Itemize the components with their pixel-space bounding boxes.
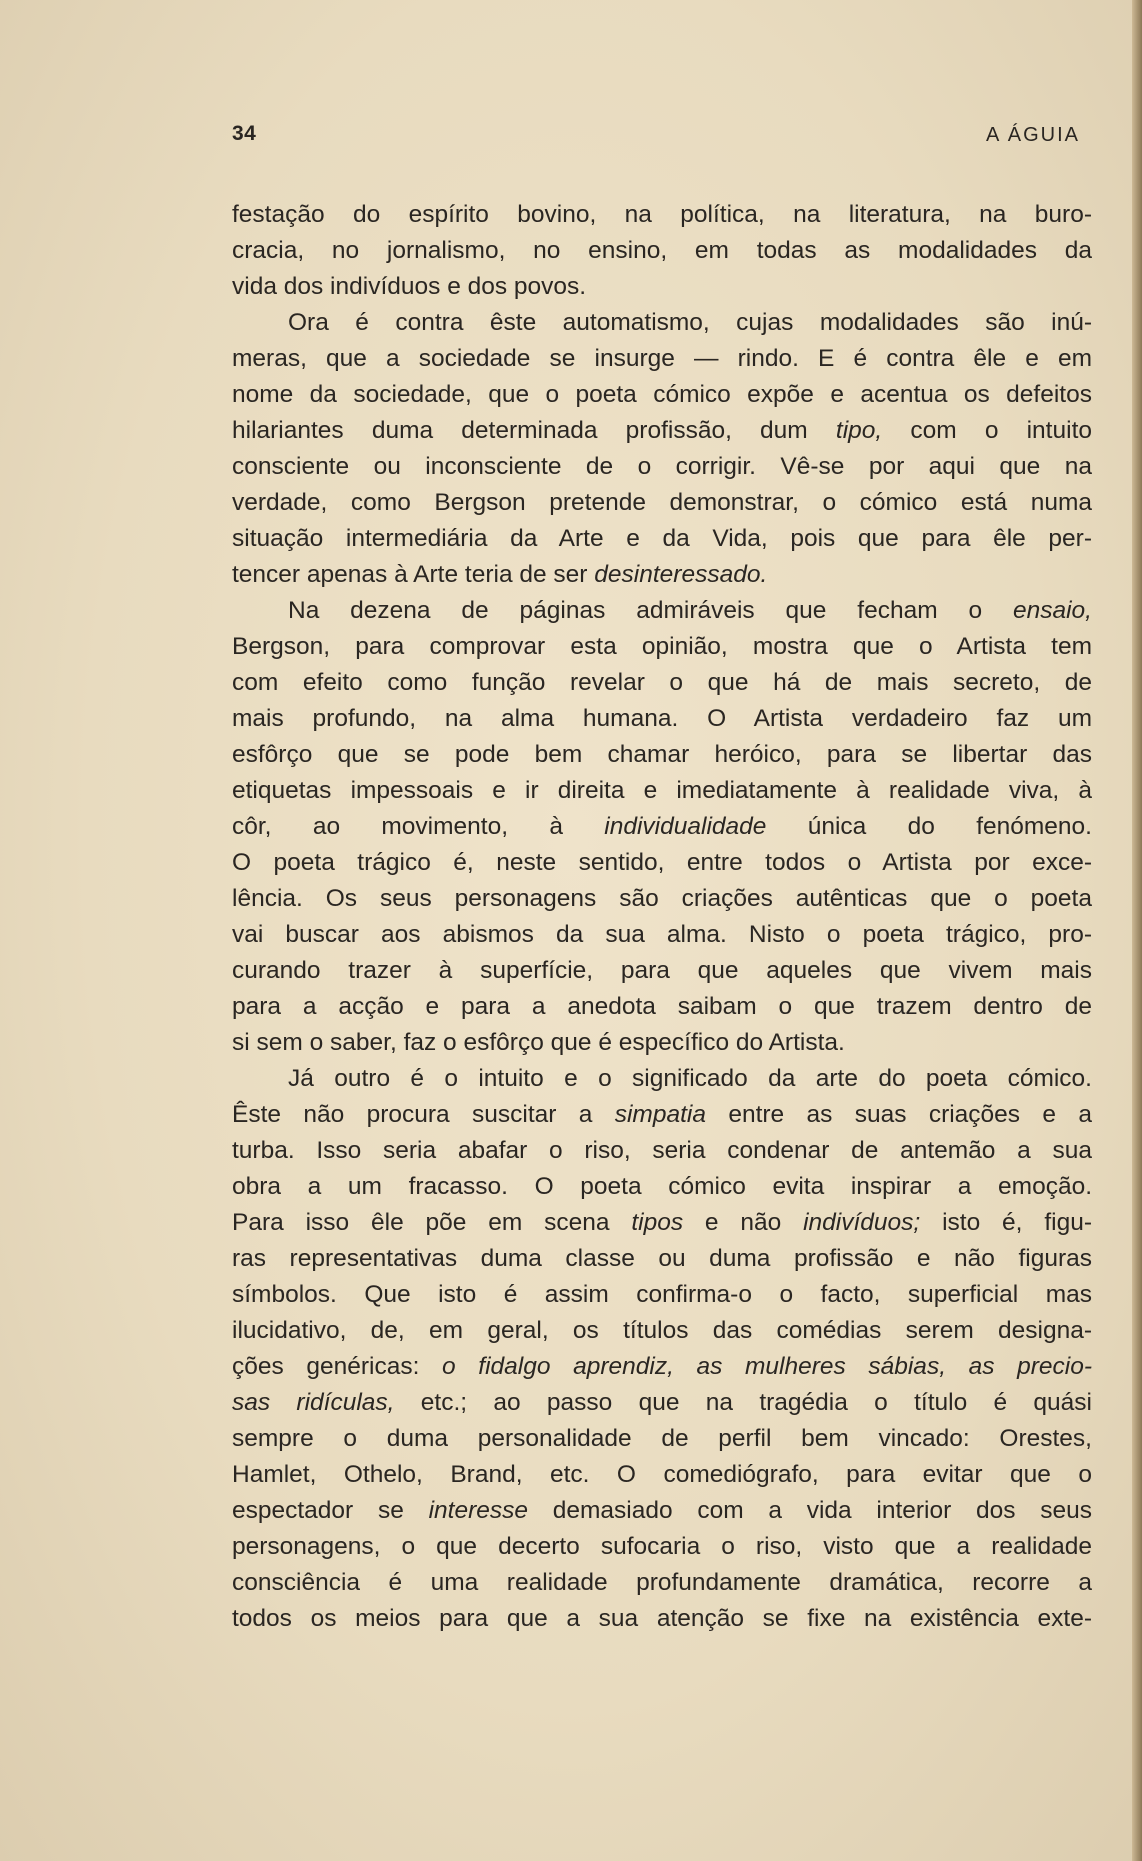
line-text: e não bbox=[683, 1209, 804, 1236]
text-line bbox=[232, 449, 1092, 485]
italic-term: individualidade bbox=[604, 813, 767, 840]
italic-term: o fidalgo aprendiz, as mulheres sábias, as precio- bbox=[442, 1353, 1092, 1380]
text-line bbox=[232, 917, 1092, 953]
line-text: esfôrço que se pode bem chamar heróico, para se libertar das bbox=[232, 741, 1092, 768]
line-text: para a acção e para a anedota saibam o que trazem dentro de bbox=[232, 993, 1092, 1020]
line-text: ções genéricas: bbox=[232, 1353, 443, 1380]
italic-term: tipos bbox=[631, 1209, 684, 1236]
line-text: ilucidativo, de, em geral, os títulos das comédias serem designa- bbox=[232, 1317, 1092, 1344]
text-line bbox=[232, 1313, 1092, 1349]
line-text: isto é, figu- bbox=[920, 1209, 1092, 1236]
text-line bbox=[232, 233, 1092, 269]
italic-term: simpatia bbox=[614, 1101, 706, 1128]
line-text: com o intuito bbox=[882, 417, 1092, 444]
text-line bbox=[232, 485, 1092, 521]
text-line bbox=[232, 629, 1092, 665]
line-text: verdade, como Bergson pretende demonstrar, o cómico está numa bbox=[232, 489, 1092, 516]
line-text: sempre o duma personalidade de perfil bem vincado: Orestes, bbox=[232, 1425, 1092, 1452]
line-text: entre as suas criações e a bbox=[705, 1101, 1092, 1128]
line-text: cracia, no jornalismo, no ensino, em todas as modalidades da bbox=[232, 237, 1092, 264]
line-text: espectador se bbox=[232, 1497, 429, 1524]
line-text: vai buscar aos abismos da sua alma. Nisto o poeta trágico, pro- bbox=[232, 921, 1092, 948]
line-text: demasiado com a vida interior dos seus bbox=[528, 1497, 1093, 1524]
line-text: hilariantes duma determinada profissão, dum bbox=[232, 417, 836, 444]
line-text: Já outro é o intuito e o significado da arte do poeta cómico. bbox=[288, 1065, 1092, 1092]
line-text: mais profundo, na alma humana. O Artista verdadeiro faz um bbox=[232, 705, 1092, 732]
italic-term: desinteressado. bbox=[594, 561, 768, 588]
italic-term: tipo, bbox=[835, 417, 883, 444]
line-text: si sem o saber, faz o esfôrço que é específico do Artista. bbox=[232, 1029, 845, 1056]
line-text: vida dos indivíduos e dos povos. bbox=[232, 273, 587, 300]
line-text: Na dezena de páginas admiráveis que fecham o bbox=[288, 597, 1013, 624]
text-line bbox=[232, 341, 1092, 377]
line-text: côr, ao movimento, à bbox=[232, 813, 605, 840]
text-line bbox=[232, 1529, 1092, 1565]
page-edge-shadow bbox=[1132, 0, 1142, 1861]
text-line bbox=[232, 1241, 1092, 1277]
text-line bbox=[232, 305, 1092, 341]
text-line bbox=[232, 1169, 1092, 1205]
italic-term: interesse bbox=[428, 1497, 528, 1524]
text-line bbox=[232, 845, 1092, 881]
text-line bbox=[232, 1061, 1092, 1097]
line-text: consciente ou inconsciente de o corrigir. Vê-se por aqui que na bbox=[232, 453, 1092, 480]
text-line bbox=[232, 809, 1092, 845]
text-line bbox=[232, 1421, 1092, 1457]
text-line bbox=[232, 1457, 1092, 1493]
line-text: Para isso êle põe em scena bbox=[232, 1209, 632, 1236]
text-line bbox=[232, 1349, 1092, 1385]
line-text: Êste não procura suscitar a bbox=[232, 1101, 615, 1128]
line-text: meras, que a sociedade se insurge — rindo. E é contra êle e em bbox=[232, 345, 1092, 372]
line-text: todos os meios para que a sua atenção se fixe na existência exte- bbox=[232, 1605, 1092, 1632]
text-line bbox=[232, 557, 1092, 593]
text-line bbox=[232, 197, 1092, 233]
text-line bbox=[232, 1493, 1092, 1529]
line-text: tencer apenas à Arte teria de ser bbox=[232, 561, 595, 588]
line-text: única do fenómeno. bbox=[766, 813, 1092, 840]
line-text: O poeta trágico é, neste sentido, entre todos o Artista por exce- bbox=[232, 849, 1092, 876]
line-text: nome da sociedade, que o poeta cómico expõe e acentua os defeitos bbox=[232, 381, 1092, 408]
line-text: festação do espírito bovino, na política, na literatura, na buro- bbox=[232, 201, 1092, 228]
line-text: situação intermediária da Arte e da Vida, pois que para êle per- bbox=[232, 525, 1092, 552]
text-line bbox=[232, 989, 1092, 1025]
text-line bbox=[232, 773, 1092, 809]
line-text: obra a um fracasso. O poeta cómico evita inspirar a emoção. bbox=[232, 1173, 1092, 1200]
line-text: lência. Os seus personagens são criações autênticas que o poeta bbox=[232, 885, 1092, 912]
line-text: Ora é contra êste automatismo, cujas modalidades são inú- bbox=[288, 309, 1092, 336]
text-line bbox=[232, 1097, 1092, 1133]
line-text: etc.; ao passo que na tragédia o título é quási bbox=[394, 1389, 1092, 1416]
text-line bbox=[232, 269, 1092, 305]
text-line bbox=[232, 593, 1092, 629]
text-line bbox=[232, 1277, 1092, 1313]
text-line bbox=[232, 881, 1092, 917]
line-text: Bergson, para comprovar esta opinião, mostra que o Artista tem bbox=[232, 633, 1092, 660]
body-text bbox=[232, 197, 1092, 1637]
italic-term: ensaio, bbox=[1012, 597, 1092, 624]
italic-term: sas ridículas, bbox=[232, 1389, 395, 1416]
line-text: símbolos. Que isto é assim confirma-o o facto, superficial mas bbox=[232, 1281, 1092, 1308]
italic-term: indivíduos; bbox=[803, 1209, 921, 1236]
text-line bbox=[232, 737, 1092, 773]
text-line bbox=[232, 701, 1092, 737]
line-text: ras representativas duma classe ou duma profissão e não figuras bbox=[232, 1245, 1092, 1272]
page-number: 34 bbox=[232, 122, 257, 145]
line-text: consciência é uma realidade profundamente dramática, recorre a bbox=[232, 1569, 1092, 1596]
text-line bbox=[232, 953, 1092, 989]
text-line bbox=[232, 521, 1092, 557]
line-text: curando trazer à superfície, para que aqueles que vivem mais bbox=[232, 957, 1092, 984]
text-line bbox=[232, 1025, 1092, 1061]
text-line bbox=[232, 1133, 1092, 1169]
running-header bbox=[232, 122, 1080, 152]
text-line bbox=[232, 665, 1092, 701]
line-text: Hamlet, Othelo, Brand, etc. O comediógrafo, para evitar que o bbox=[232, 1461, 1092, 1488]
running-title: A ÁGUIA bbox=[985, 124, 1080, 146]
line-text: personagens, o que decerto sufocaria o riso, visto que a realidade bbox=[232, 1533, 1092, 1560]
text-line bbox=[232, 1565, 1092, 1601]
line-text: com efeito como função revelar o que há de mais secreto, de bbox=[232, 669, 1092, 696]
line-text: turba. Isso seria abafar o riso, seria condenar de antemão a sua bbox=[232, 1137, 1092, 1164]
text-line bbox=[232, 413, 1092, 449]
text-line bbox=[232, 1385, 1092, 1421]
text-line bbox=[232, 377, 1092, 413]
text-line bbox=[232, 1601, 1092, 1637]
line-text: etiquetas impessoais e ir direita e imediatamente à realidade viva, à bbox=[232, 777, 1092, 804]
text-line bbox=[232, 1205, 1092, 1241]
